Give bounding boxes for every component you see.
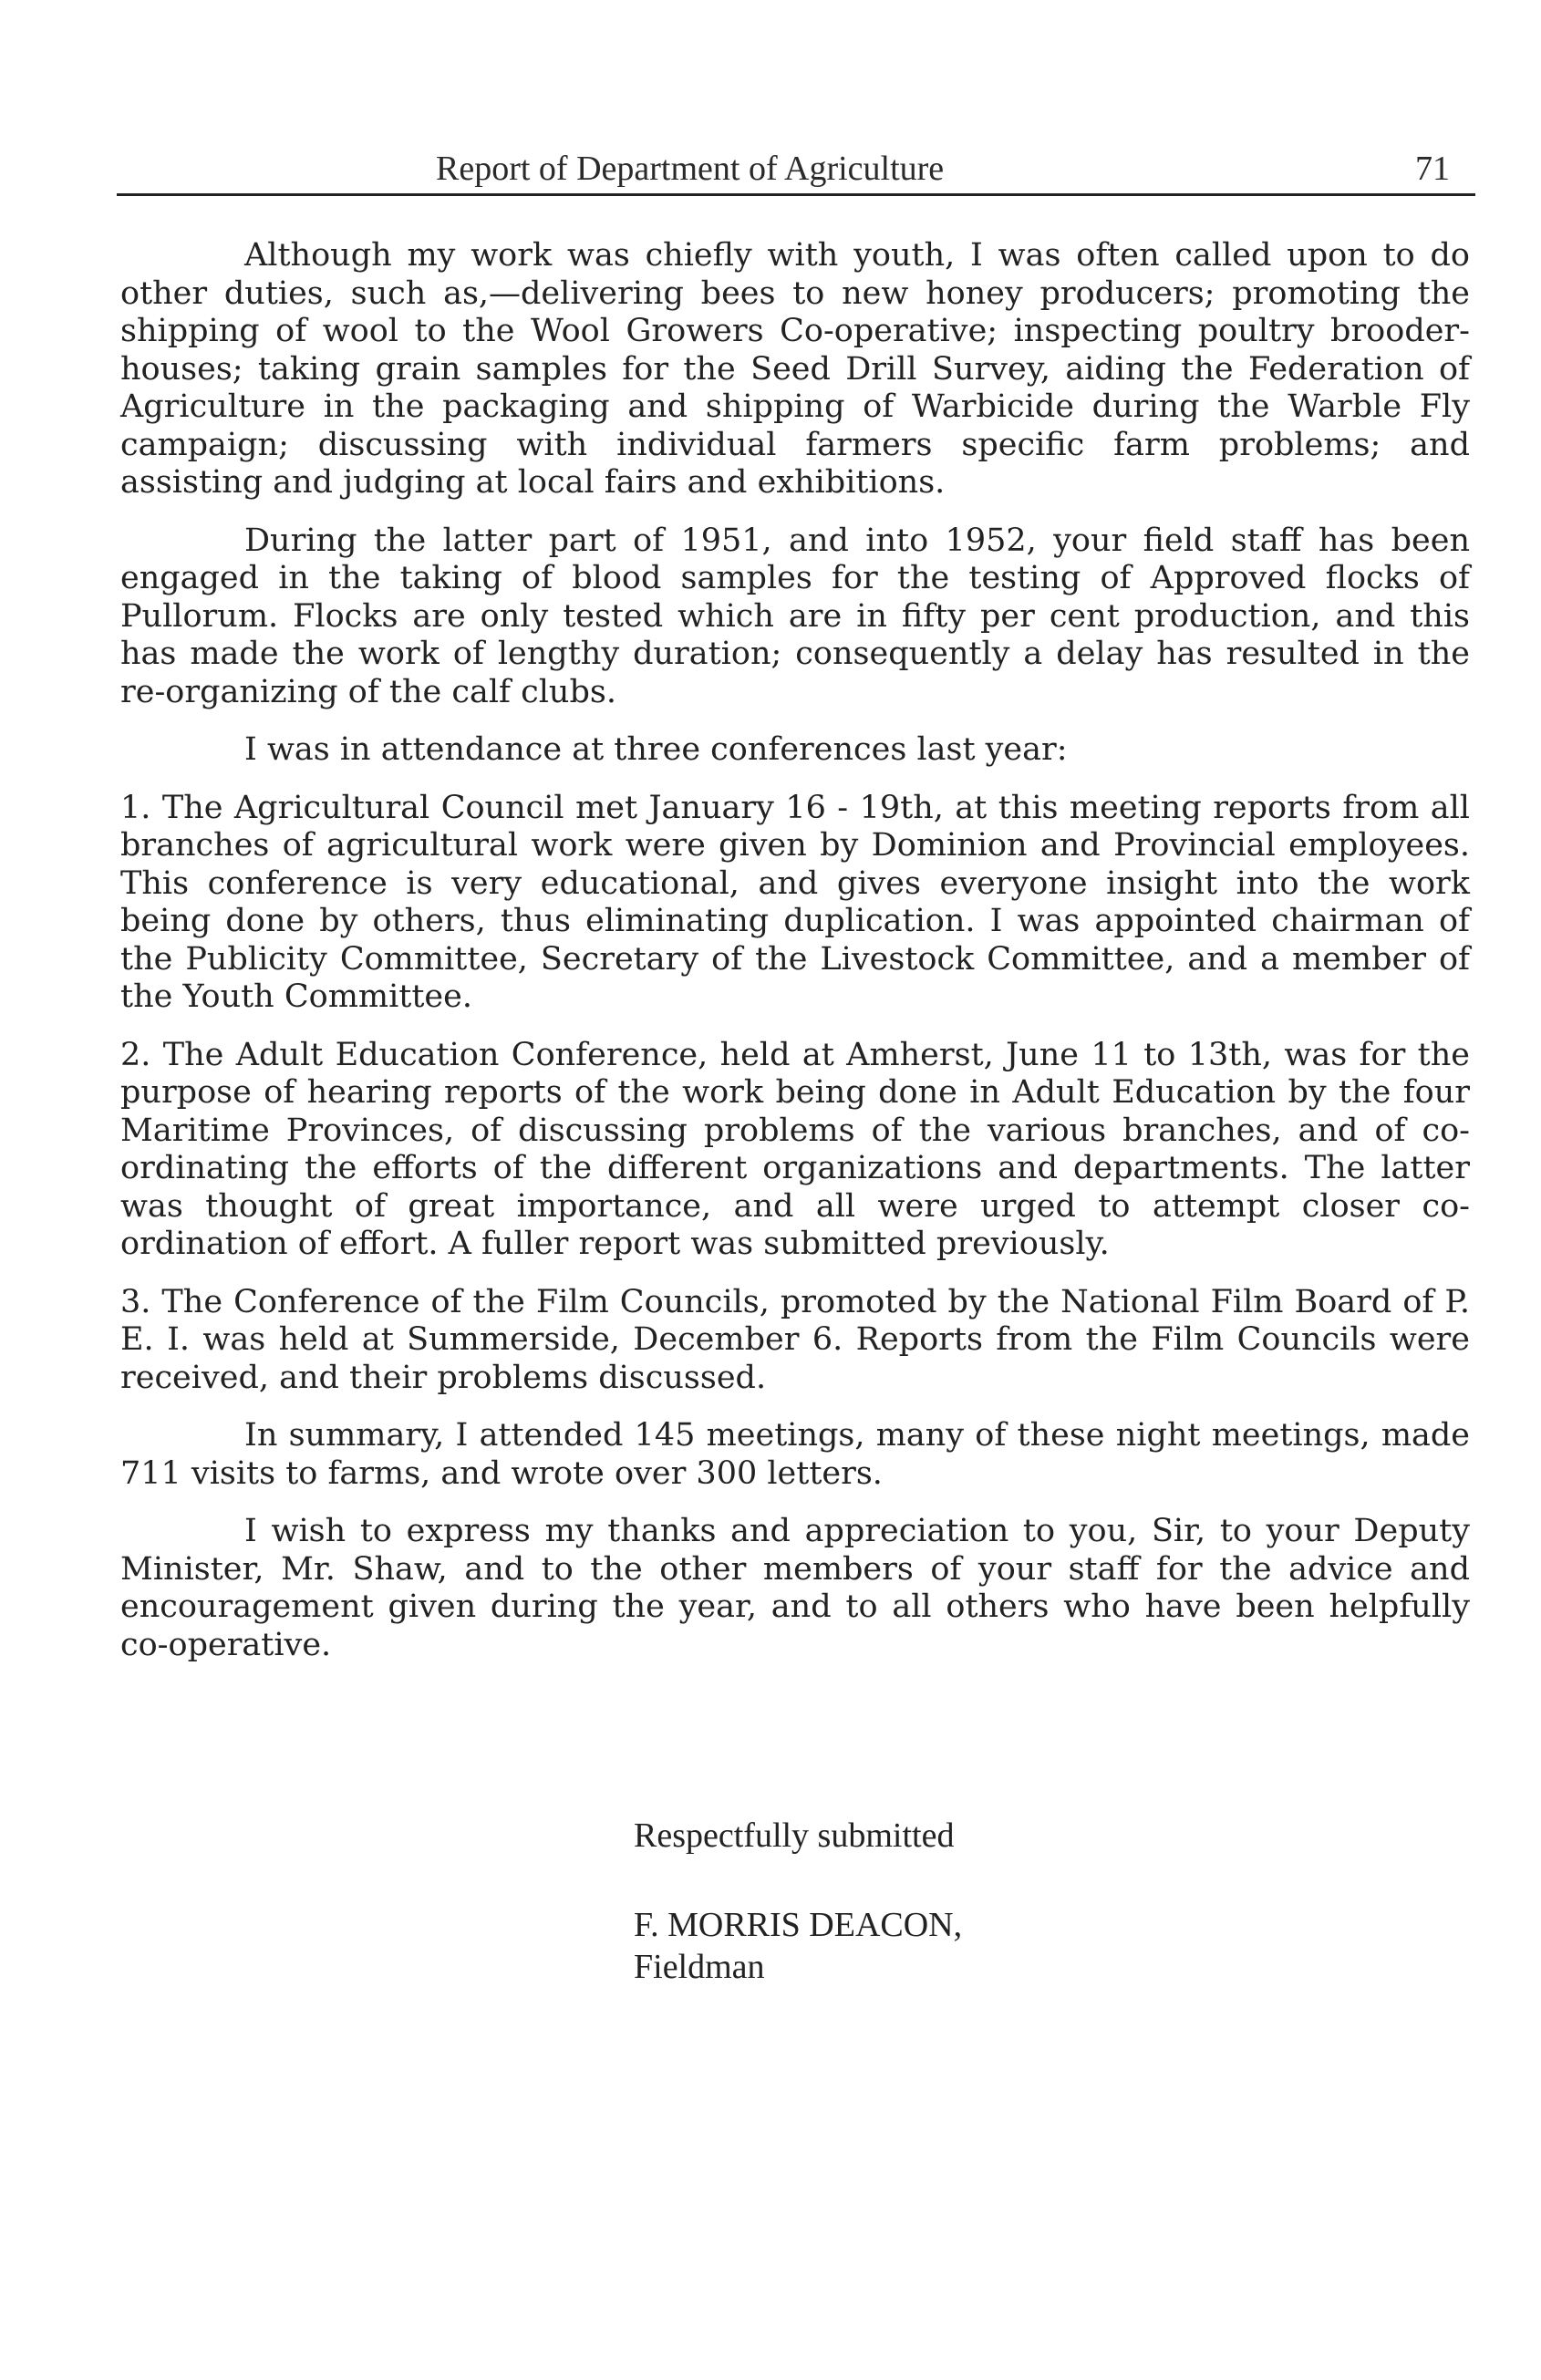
closing-line: Respectfully submitted [634, 1816, 955, 1855]
paragraph-duties: Although my work was chiefly with youth, I was often called upon to do other duties, such as,—delivering bees to new honey producers; promoting the shipping of wool to the Wool Growers Co-operative; inspecting poultry brooder-houses; taking grain samples for the Seed Drill Survey, aiding the Federation of Agriculture in the packaging and shipping of Warbicide during the Warble Fly campaign; discussing with individual farmers specific farm problems; and assisting and judging at local fairs and exhibitions. [120, 237, 1470, 501]
conference-item-2: 2. The Adult Education Conference, held at Amherst, June 11 to 13th, was for the purpose of hearing reports of the work being done in Adult Education by the four Maritime Provinces, of discussing problems of the various branches, and of co-ordinating the efforts of the different organizations and departments. The latter was thought of great importance, and all were urged to attempt closer co-ordination of effort. A fuller report was submitted previously. [120, 1036, 1470, 1262]
header-rule [117, 193, 1475, 196]
page-header [117, 146, 1475, 201]
signatory-name: F. MORRIS DEACON, [634, 1906, 963, 1944]
conference-item-1: 1. The Agricultural Council met January 16 - 19th, at this meeting reports from all branches of agricultural work were given by Dominion and Provincial employees. This conference is very educational, and gives everyone insight into the work being done by others, thus eliminating duplication. I was appointed chairman of the Publicity Committee, Secretary of the Livestock Committee, and a member of the Youth Committee. [120, 789, 1470, 1015]
page-number: 71 [1415, 150, 1450, 188]
signatory-title: Fieldman [634, 1948, 765, 1986]
paragraph-summary: In summary, I attended 145 meetings, many of these night meetings, made 711 visits to farms, and wrote over 300 letters. [120, 1417, 1470, 1492]
running-title: Report of Department of Agriculture [436, 150, 945, 188]
signature-block [634, 1815, 962, 1988]
paragraph-blood-samples: During the latter part of 1951, and into 1952, your field staff has been engaged in the taking of blood samples for the testing of Approved flocks of Pullorum. Flocks are only tested which are in fifty per cent production, and this has made the work of lengthy duration; consequently a delay has resulted in the re-organizing of the calf clubs. [120, 522, 1470, 710]
paragraph-conferences-intro: I was in attendance at three conferences last year: [244, 731, 1068, 768]
conference-item-3: 3. The Conference of the Film Councils, promoted by the National Film Board of P. E. I. was held at Summerside, December 6. Reports from the Film Councils were received, and their problems discussed. [120, 1283, 1470, 1396]
report-body [120, 237, 1470, 1684]
paragraph-thanks: I wish to express my thanks and appreciation to you, Sir, to your Deputy Minister, Mr. Shaw, and to the other members of your staff for the advice and encouragement given during the year, and to all others who have been helpfully co-operative. [120, 1513, 1470, 1663]
